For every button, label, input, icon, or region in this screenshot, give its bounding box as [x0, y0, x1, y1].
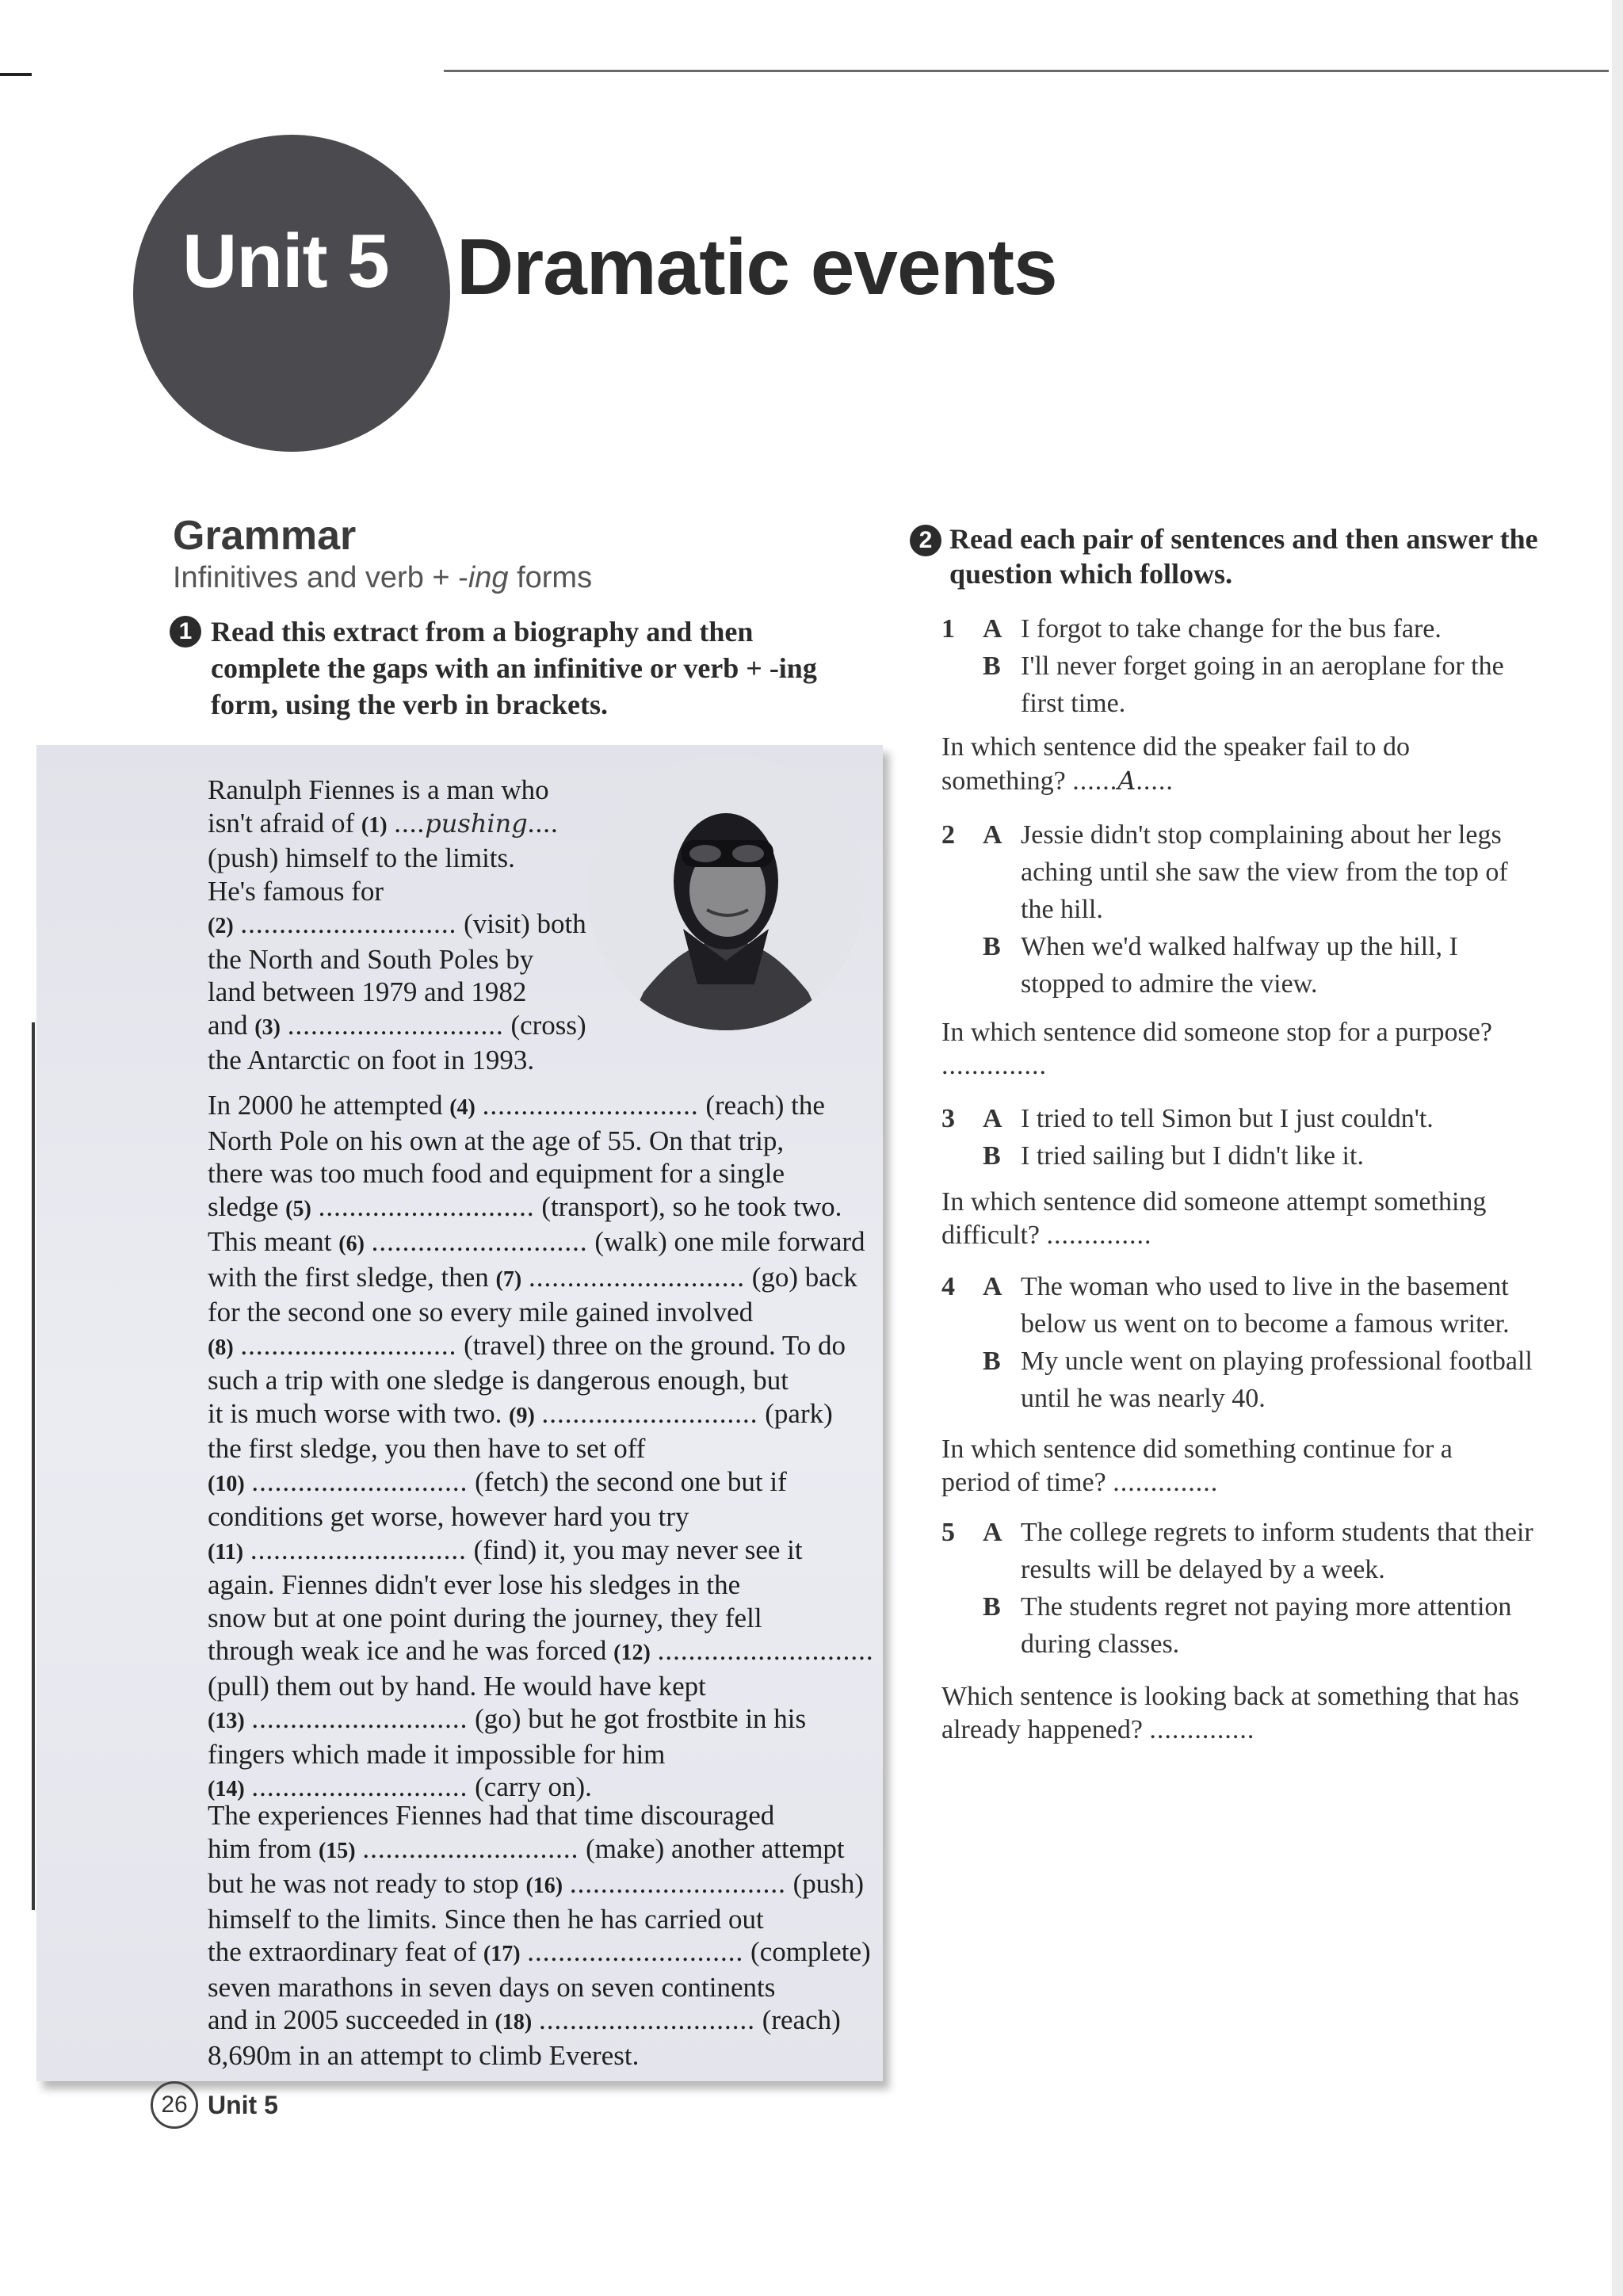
- exercise2-question-4: In which sentence did something continue for a period of time? ..............: [941, 1435, 1453, 1497]
- exercise1-instruction: [170, 613, 851, 723]
- explorer-portrait-icon: [588, 755, 864, 1030]
- exercise1-instruction-text: Read this extract from a biography and then complete the gaps with an infinitive or verb + -ing form, using the verb in brackets.: [211, 616, 817, 720]
- section-heading: Grammar: [173, 513, 357, 559]
- exercise2-question-3: In which sentence did someone attempt something difficult? ..............: [941, 1187, 1487, 1250]
- page-number: 26: [151, 2081, 198, 2129]
- handwritten-answer-1: pushing: [425, 808, 528, 839]
- exercise2-number-badge: 2: [910, 525, 941, 556]
- exercise2-instruction: [910, 521, 1607, 591]
- header-rule: [444, 70, 1609, 72]
- exercise2-item-3: 3 A I tried to tell Simon but I just couldn't. B I tried sailing but I didn't like it.: [941, 1104, 1434, 1171]
- page-title: Dramatic events: [456, 223, 1057, 311]
- unit-label: Unit 5: [182, 219, 389, 304]
- handwritten-answer-ex2-1: A: [1117, 766, 1136, 796]
- biography-paragraph-2: In 2000 he attempted (4) ............................ (reach) the North Pole on his own at the age of 55. On that trip, there was too much food and equipment for a single sledge (5) ............................ (transport), so he took two. This meant (6) ............................ (walk) one mile forward with the first sledge, then (7) ............................ (go) back for the second one so every mile gained involved (8) ............................ (travel) three on the ground. To do such a trip with one sledge is dangerous enough, but it is much worse with two. (9) ............................ (park) the first sledge, you then have to set off (10) ............................ (fetch) the second one but if conditions get worse, however hard you try (11) ............................ (find) it, you may never see it again. Fiennes didn't ever lose his sledges in the snow but at one point during the journey, they fell through weak ice and he was forced (12) ............................ (pull) them out by hand. He would have kept (13) ............................ (go) but he got frostbite in his fingers which made it impossible for him (14) ............................ (carry on).: [208, 1090, 874, 1802]
- section-subheading: Infinitives and verb + -ing forms: [173, 561, 593, 594]
- page-edge-shadow: [1612, 0, 1623, 2296]
- exercise1-number-badge: 1: [170, 616, 201, 648]
- margin-line: [32, 1022, 35, 1910]
- edge-mark: [0, 73, 32, 76]
- exercise2-question-2: In which sentence did someone stop for a purpose? ..............: [941, 1018, 1492, 1080]
- exercise2-question-1: In which sentence did the speaker fail to do something? ......A.....: [941, 732, 1411, 796]
- biography-paragraph-3: The experiences Fiennes had that time discouraged him from (15) ............................ (make) another attempt but he was not ready to stop (16) ............................ (push) himself to the limits. Since then he has carried out the extraordinary feat of (17) ............................ (complete) seven marathons in seven days on seven continents and in 2005 succeeded in (18) ............................ (reach) 8,690m in an attempt to climb Everest.: [208, 1800, 871, 2071]
- footer-unit-label: Unit 5: [208, 2091, 278, 2119]
- exercise2-item-1: 1 A I forgot to take change for the bus fare. B I'll never forget going in an aeroplane for the first time.: [941, 614, 1504, 718]
- exercise2-item-4: 4 A The woman who used to live in the basement below us went on to become a famous writer. B My uncle went on playing professional football until he was nearly 40.: [941, 1272, 1533, 1413]
- exercise2-instruction-text: Read each pair of sentences and then answer the question which follows.: [949, 523, 1538, 590]
- exercise2-item-2: 2 A Jessie didn't stop complaining about her legs aching until she saw the view from the top of the hill. B When we'd walked halfway up the hill, I stopped to admire the view.: [941, 820, 1508, 999]
- biography-paragraph-1: Ranulph Fiennes is a man who isn't afraid of (1) ....pushing.... (push) himself to the limits. He's famous for (2) ............................ (visit) both the North and South Poles by land between 1979 and 1982 and (3) ............................ (cross) the Antarctic on foot in 1993.: [208, 774, 586, 1075]
- exercise2-question-5: Which sentence is looking back at something that has already happened? ..............: [941, 1682, 1519, 1744]
- exercise2-item-5: 5 A The college regrets to inform students that their results will be delayed by a week. B The students regret not paying more attention during classes.: [941, 1518, 1533, 1659]
